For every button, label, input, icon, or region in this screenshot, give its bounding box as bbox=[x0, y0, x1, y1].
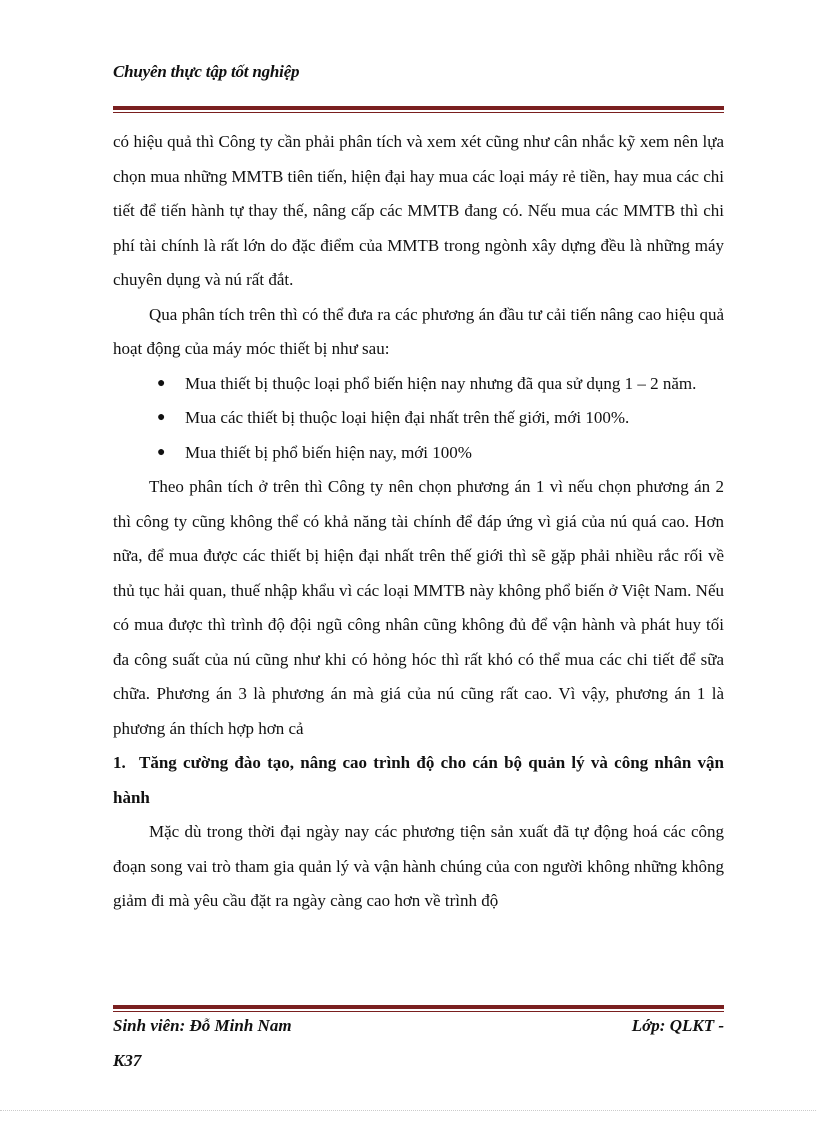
section-number: 1. bbox=[113, 753, 126, 772]
footer-class-continued: K37 bbox=[113, 1051, 142, 1070]
footer-divider bbox=[113, 1005, 724, 1012]
footer-student: Sinh viên: Đỗ Minh Nam bbox=[113, 1016, 292, 1035]
paragraph: Theo phân tích ở trên thì Công ty nên chọn phương án 1 vì nếu chọn phương án 2 thì công ty cũng không thể có khả năng tài chính để đáp ứng vì giá của nú quá cao. Hơn nữa, để mua được các thiết bị hiện đại nhất trên thế giới thì sẽ gặp phải nhiều rắc rối về thủ tục hải quan, thuế nhập khẩu vì các loại MMTB này không phổ biến ở Việt Nam. Nếu có mua được thì trình độ đội ngũ công nhân cũng không đủ để vận hành và phát huy tối đa công suất của nú cũng như khi có hỏng hóc thì rất khó có thể mua các chi tiết để sữa chữa. Phương án 3 là phương án mà giá của nú cũng rất cao. Vì vậy, phương án 1 là phương án thích hợp hơn cả bbox=[113, 477, 724, 738]
list-item-text: Mua thiết bị phổ biến hiện nay, mới 100% bbox=[185, 442, 472, 462]
bullet-list bbox=[113, 367, 724, 471]
section-title: Tăng cường đào tạo, nâng cao trình độ cho cán bộ quản lý và công nhân vận hành bbox=[113, 753, 724, 807]
body-content bbox=[113, 125, 724, 919]
list-item-text: Mua các thiết bị thuộc loại hiện đại nhất trên thế giới, mới 100%. bbox=[185, 408, 630, 427]
paragraph: Mặc dù trong thời đại ngày nay các phương tiện sản xuất đã tự động hoá các công đoạn song vai trò tham gia quản lý và vận hành chúng của con người không những không giảm đi mà yêu cầu đặt ra ngày càng cao hơn về trình độ bbox=[113, 822, 724, 910]
bullet-icon: ● bbox=[157, 375, 166, 391]
bullet-icon: ● bbox=[157, 444, 166, 460]
paragraph: có hiệu quả thì Công ty cần phải phân tích và xem xét cũng như cân nhắc kỹ xem nên lựa chọn mua những MMTB tiên tiến, hiện đại hay mua các loại máy rẻ tiền, hay mua các chi tiết để tiến hành tự thay thế, nâng cấp các MMTB đang có. Nếu mua các MMTB thì chi phí tài chính là rất lớn do đặc điểm của MMTB trong ngònh xây dựng đều là những máy chuyên dụng và nú rất đắt. bbox=[113, 132, 724, 289]
footer-class: Lớp: QLKT - bbox=[631, 1016, 724, 1035]
header-divider bbox=[113, 106, 724, 113]
list-item bbox=[113, 436, 724, 471]
list-item-text: Mua thiết bị thuộc loại phổ biến hiện nay nhưng đã qua sử dụng 1 – 2 năm. bbox=[185, 373, 697, 393]
page-header-title: Chuyên thực tập tốt nghiệp bbox=[113, 62, 300, 81]
page-edge bbox=[0, 1110, 816, 1111]
paragraph: Qua phân tích trên thì có thể đưa ra các phương án đầu tư cải tiến nâng cao hiệu quả hoạt động của máy móc thiết bị như sau: bbox=[113, 304, 724, 358]
list-item bbox=[113, 367, 724, 402]
list-item bbox=[113, 401, 724, 436]
bullet-icon: ● bbox=[157, 410, 166, 425]
section-heading bbox=[113, 746, 724, 815]
